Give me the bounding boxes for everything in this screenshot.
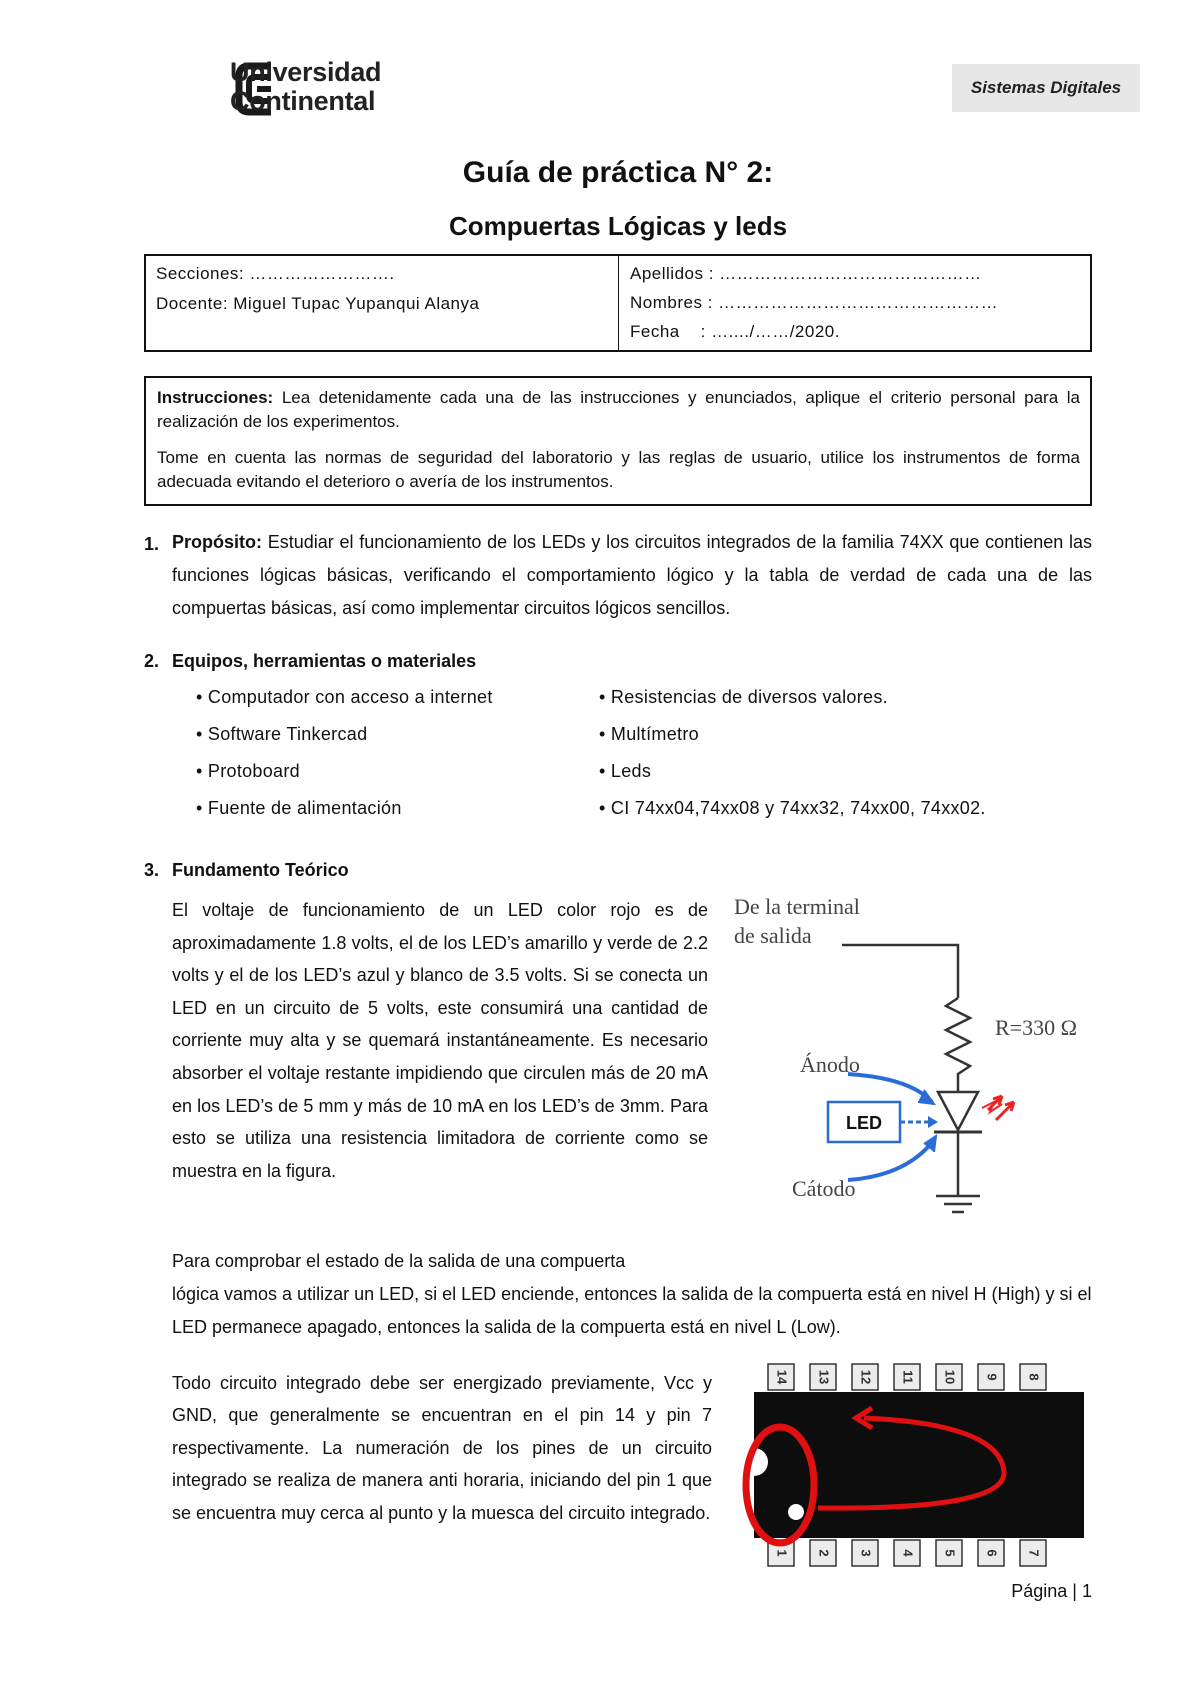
list-item: • Leds	[599, 761, 652, 781]
led-label: LED	[846, 1113, 882, 1133]
list-item: • Fuente de alimentación	[196, 798, 402, 818]
page-title: Guía de práctica N° 2:	[462, 156, 774, 189]
ic-pin-label: 10	[942, 1369, 958, 1385]
page-subtitle: Compuertas Lógicas y leds	[448, 211, 788, 241]
fecha-field[interactable]: Fecha : …..../……/2020.	[630, 322, 840, 341]
secciones-field[interactable]: Secciones: …………………….	[156, 264, 395, 283]
ic-pin-label: 9	[984, 1373, 1000, 1381]
list-item: • CI 74xx04,74xx08 y 74xx32, 74xx00, 74xx02.	[599, 798, 986, 818]
ic-pin-label: 14	[774, 1369, 790, 1385]
ic-pin-label: 11	[900, 1370, 916, 1384]
terminal-label: De la terminal	[734, 894, 860, 919]
instructions-label: Instrucciones:	[157, 388, 274, 407]
ic-pin-label: 6	[984, 1549, 1000, 1557]
ic-pin-label: 13	[816, 1369, 832, 1385]
section-3-paragraph-2-line-1: Para comprobar el estado de la salida de una compuerta	[172, 1251, 626, 1271]
ic-pin-label: 7	[1026, 1549, 1042, 1557]
section-2-title: Equipos, herramientas o materiales	[172, 651, 477, 671]
section-2-number: 2.	[144, 651, 160, 671]
led-circuit-figure	[720, 880, 1100, 1232]
ic-pin-label: 8	[1026, 1373, 1042, 1381]
ic-pin-label: 1	[774, 1549, 790, 1557]
pin1-dot	[788, 1504, 804, 1520]
resistor-symbol	[946, 998, 970, 1092]
list-item: • Software Tinkercad	[196, 724, 368, 744]
section-3-paragraph-2: lógica vamos a utilizar un LED, si el LED enciende, entonces la salida de la compuerta está en nivel H (High) y si el LED permanece apagado, entonces la salida de la compuerta está en nivel L (Low).	[172, 1284, 1092, 1337]
list-item: • Resistencias de diversos valores.	[599, 687, 888, 707]
catodo-label: Cátodo	[792, 1176, 856, 1201]
instructions-box	[144, 376, 1092, 506]
terminal-label: de salida	[734, 923, 812, 948]
list-item: • Multímetro	[599, 724, 699, 744]
section-1-purpose	[172, 526, 1092, 625]
anodo-label: Ánodo	[800, 1052, 860, 1077]
section-1-label: Propósito:	[172, 532, 262, 552]
section-3-number: 3.	[144, 860, 160, 880]
info-table	[144, 254, 1092, 352]
ic-body	[754, 1392, 1084, 1538]
ic-pinout-figure	[736, 1360, 1088, 1572]
ic-pin-label: 5	[942, 1549, 958, 1557]
section-3-paragraph-1: El voltaje de funcionamiento de un LED color rojo es de aproximadamente 1.8 volts, el de los LED’s amarillo y verde de 2.2 volts y el de los LED’s azul y blanco de 3.5 volts. Si se conecta un LED en un circuito de 5 volts, este consumirá una cantidad de corriente muy alta y se quemará instantáneamente. Es necesario absorber el voltaje restante impidiendo que circulen más de 20 mA en los LED’s de 5 mm y más de 10 mA en los LED’s de 3mm. Para esto se utiliza una resistencia limitadora de corriente como se muestra en la figura.	[172, 900, 708, 1181]
nombres-field[interactable]: Nombres : …………………………………………	[630, 293, 999, 312]
ic-pin-label: 4	[900, 1549, 916, 1557]
resistor-label: R=330 Ω	[995, 1015, 1077, 1040]
instructions-text-2: Tome en cuenta las normas de seguridad del laboratorio y las reglas de usuario, utilice los instrumentos de forma adecuada evitando el deterioro o avería de los instrumentos.	[157, 448, 1080, 491]
apellidos-field[interactable]: Apellidos : ………………………………………	[630, 264, 982, 283]
list-item: • Computador con acceso a internet	[196, 687, 493, 707]
section-3-paragraph-3: Todo circuito integrado debe ser energizado previamente, Vcc y GND, que generalmente se encuentran en el pin 14 y pin 7 respectivamente. La numeración de los pines de un circuito integrado se realiza de manera anti horaria, iniciando del pin 1 que se encuentra muy cerca al punto y la muesca del circuito integrado.	[172, 1373, 712, 1523]
ic-pin-label: 2	[816, 1549, 832, 1557]
section-1-text: Estudiar el funcionamiento de los LEDs y los circuitos integrados de la familia 74XX que contienen las funciones lógicas básicas, verificando el comportamiento lógico y la tabla de verdad de cada una de las compuertas básicas, así como implementar circuitos lógicos sencillos.	[172, 532, 1092, 618]
section-1-number: 1.	[144, 534, 160, 554]
page-number: Página | 1	[1011, 1581, 1092, 1601]
ic-pin-label: 3	[858, 1549, 874, 1557]
instructions-text-1: Lea detenidamente cada una de las instrucciones y enunciados, aplique el criterio personal para la realización de los experimentos.	[157, 388, 1080, 431]
section-3-title: Fundamento Teórico	[172, 860, 349, 880]
led-symbol	[938, 1092, 978, 1130]
course-tag: Sistemas Digitales	[952, 64, 1140, 112]
catodo-arrow	[848, 1140, 934, 1180]
ic-pin-label: 12	[858, 1369, 874, 1385]
list-item: • Protoboard	[196, 761, 300, 781]
anodo-arrow	[848, 1074, 932, 1102]
docente-field: Docente: Miguel Tupac Yupanqui Alanya	[156, 294, 480, 313]
university-name: Universidad Continental	[230, 57, 382, 116]
